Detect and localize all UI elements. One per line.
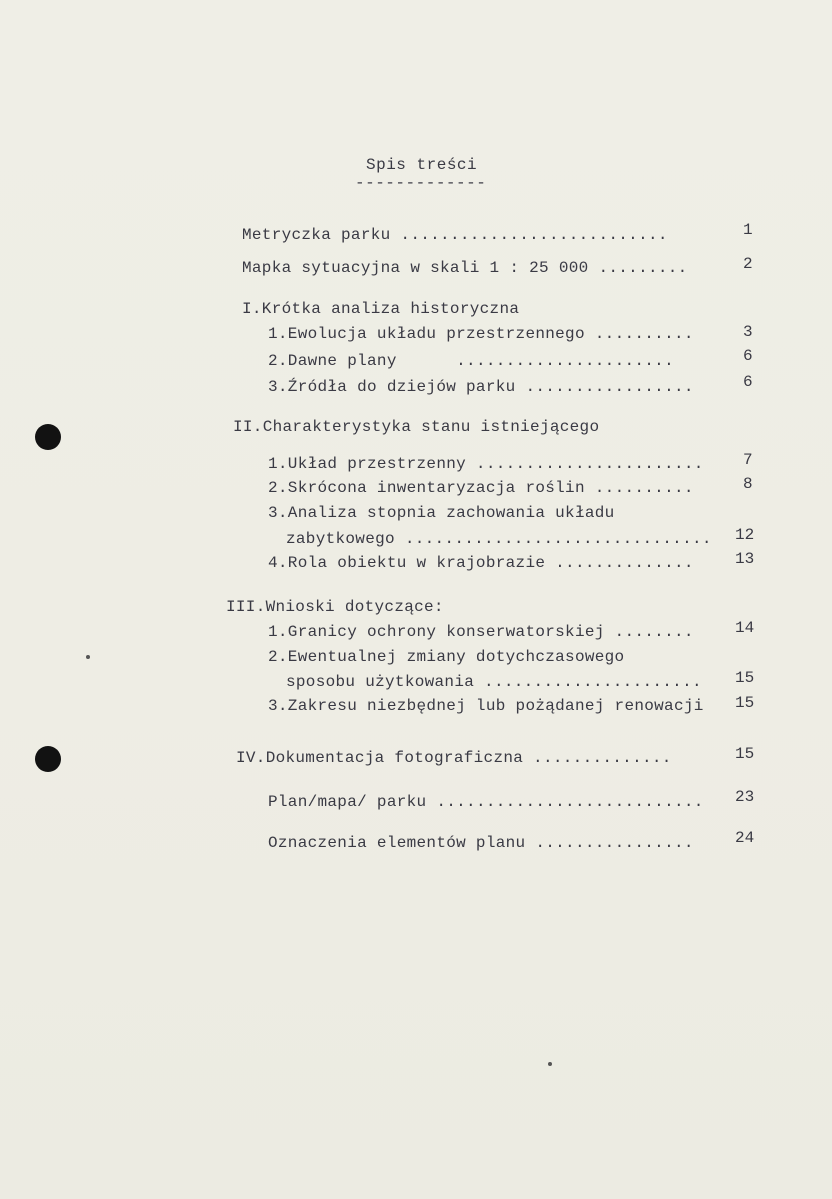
toc-leader: ........................... xyxy=(390,226,668,244)
toc-entry xyxy=(268,792,704,812)
toc-label: 3.Analiza stopnia zachowania układu xyxy=(268,504,615,522)
toc-page-number: 14 xyxy=(735,619,755,637)
toc-label: 1.Ewolucja układu przestrzennego xyxy=(268,325,585,343)
toc-label: Plan/mapa/ parku xyxy=(268,793,427,811)
toc-label: IV.Dokumentacja fotograficzna xyxy=(236,749,524,767)
toc-page-number: 12 xyxy=(735,526,755,544)
toc-leader: .......... xyxy=(584,479,694,497)
toc-leader: ......... xyxy=(588,259,688,277)
toc-leader: ........ xyxy=(604,623,694,641)
toc-page-number: 2 xyxy=(743,255,753,273)
toc-page-number: 15 xyxy=(735,669,755,687)
toc-leader: .............. xyxy=(545,554,694,572)
toc-label: 3.Zakresu niezbędnej lub pożądanej renowacji xyxy=(268,697,704,715)
toc-label: 2.Ewentualnej zmiany dotychczasowego xyxy=(268,648,625,666)
toc-section-heading xyxy=(226,597,444,617)
toc-label: zabytkowego xyxy=(286,530,395,548)
toc-entry xyxy=(242,225,668,245)
punch-hole xyxy=(35,746,61,772)
toc-label: 2.Dawne plany xyxy=(268,352,397,370)
toc-leader: ...................... xyxy=(396,352,674,370)
toc-leader: ...................... xyxy=(474,673,702,691)
toc-label: II.Charakterystyka stanu istniejącego xyxy=(233,418,600,436)
toc-leader: ....................... xyxy=(466,455,704,473)
toc-entry xyxy=(286,672,702,692)
toc-label: Mapka sytuacyjna w skali 1 : 25 000 xyxy=(242,259,589,277)
punch-hole xyxy=(35,424,61,450)
toc-leader: ................ xyxy=(525,834,694,852)
toc-entry xyxy=(268,833,694,853)
toc-section-heading xyxy=(242,299,519,319)
toc-leader: .............. xyxy=(523,749,672,767)
toc-leader: .......... xyxy=(584,325,694,343)
toc-section-heading xyxy=(233,417,599,437)
toc-entry xyxy=(268,377,694,397)
toc-label: 1.Granicy ochrony konserwatorskiej xyxy=(268,623,605,641)
speck xyxy=(86,655,90,659)
toc-leader: ............................... xyxy=(394,530,712,548)
toc-entry xyxy=(268,503,615,523)
toc-leader: ................. xyxy=(515,378,694,396)
toc-page-number: 3 xyxy=(743,323,753,341)
toc-page-number: 15 xyxy=(735,694,755,712)
toc-entry xyxy=(268,696,704,716)
toc-label: Metryczka parku xyxy=(242,226,391,244)
toc-label: III.Wnioski dotyczące: xyxy=(226,598,444,616)
toc-label: 2.Skrócona inwentaryzacja roślin xyxy=(268,479,585,497)
toc-label: Oznaczenia elementów planu xyxy=(268,834,526,852)
toc-entry xyxy=(268,478,694,498)
toc-page-number: 13 xyxy=(735,550,755,568)
toc-label: 1.Układ przestrzenny xyxy=(268,455,467,473)
toc-entry xyxy=(268,324,694,344)
toc-page-number: 8 xyxy=(743,475,753,493)
toc-entry xyxy=(268,647,624,667)
toc-page-number: 24 xyxy=(735,829,755,847)
toc-label: 4.Rola obiektu w krajobrazie xyxy=(268,554,546,572)
toc-page-number: 6 xyxy=(743,373,753,391)
toc-entry xyxy=(268,622,694,642)
toc-entry xyxy=(268,553,694,573)
toc-entry xyxy=(286,529,712,549)
toc-entry xyxy=(268,351,674,371)
toc-page-number: 1 xyxy=(743,221,753,239)
toc-page-number: 15 xyxy=(735,745,755,763)
toc-entry xyxy=(242,258,688,278)
toc-entry xyxy=(268,454,704,474)
toc-page-number: 6 xyxy=(743,347,753,365)
page-title: Spis treści xyxy=(366,156,478,174)
speck xyxy=(548,1062,552,1066)
toc-label: I.Krótka analiza historyczna xyxy=(242,300,520,318)
title-underline: ------------- xyxy=(355,174,487,192)
toc-label: sposobu użytkowania xyxy=(286,673,475,691)
toc-leader: ........................... xyxy=(426,793,704,811)
toc-section-heading xyxy=(236,748,672,768)
toc-label: 3.Źródła do dziejów parku xyxy=(268,378,516,396)
toc-page-number: 23 xyxy=(735,788,755,806)
toc-page-number: 7 xyxy=(743,451,753,469)
